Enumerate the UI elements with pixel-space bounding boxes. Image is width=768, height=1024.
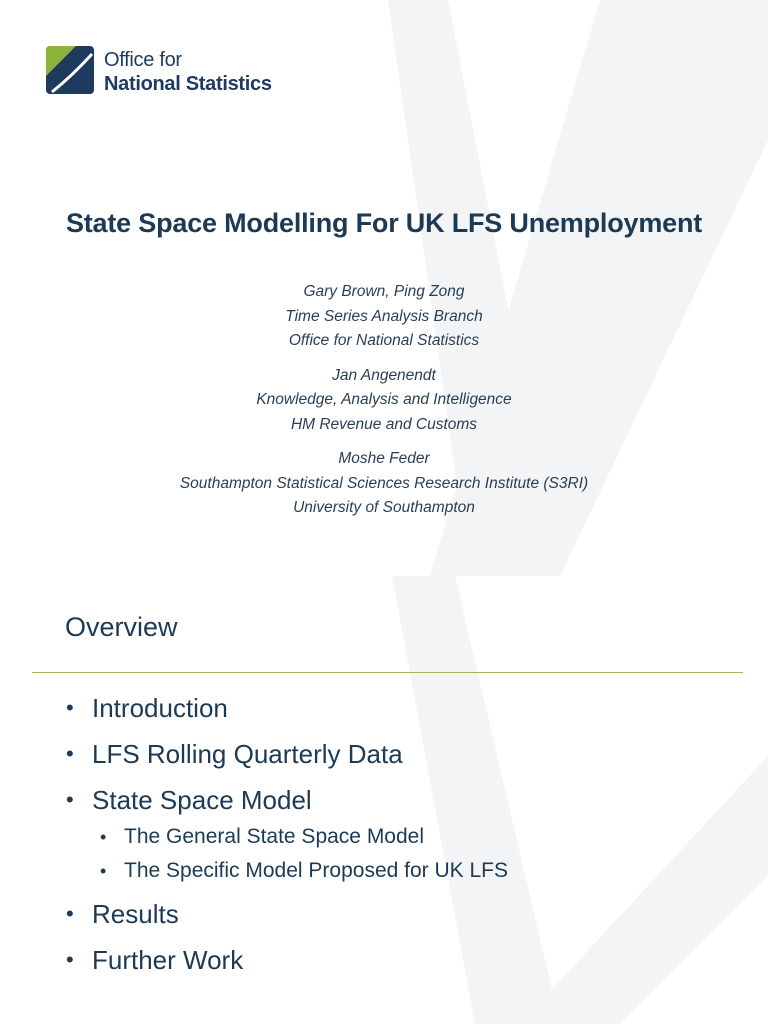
author-group (0, 364, 768, 438)
author-department: Time Series Analysis Branch (285, 307, 483, 325)
sub-list-item: • The General State Space Model (100, 824, 508, 850)
author-group (0, 280, 768, 354)
list-item: • State Space Model (66, 784, 508, 816)
author-names: Jan Angenendt (332, 366, 436, 384)
logo-line2: National Statistics (104, 73, 272, 95)
author-group (0, 447, 768, 521)
sub-list-item: • The Specific Model Proposed for UK LFS (100, 858, 508, 884)
author-names: Moshe Feder (338, 450, 430, 467)
overview-slide (0, 576, 768, 1024)
list-item: • Introduction (66, 692, 508, 724)
title-divider (32, 672, 743, 673)
authors-block (0, 280, 768, 531)
list-item: • LFS Rolling Quarterly Data (66, 738, 508, 770)
author-names: Gary Brown, Ping Zong (303, 283, 465, 300)
author-organisation: Office for National Statistics (288, 332, 480, 349)
ons-logo-icon (46, 46, 94, 94)
slide-title: State Space Modelling For UK LFS Unemployment (65, 208, 703, 238)
ons-logo (46, 44, 286, 100)
author-organisation: HM Revenue and Customs (290, 415, 478, 433)
author-department: Southampton Statistical Sciences Research Institute (S3RI) (179, 474, 589, 492)
overview-title: Overview (65, 612, 178, 642)
list-item: • Results (66, 898, 508, 930)
author-department: Knowledge, Analysis and Intelligence (256, 391, 512, 408)
logo-line1: Office for (104, 49, 182, 71)
author-organisation: University of Southampton (293, 499, 475, 516)
overview-list (66, 692, 508, 990)
list-item: • Further Work (66, 944, 508, 976)
